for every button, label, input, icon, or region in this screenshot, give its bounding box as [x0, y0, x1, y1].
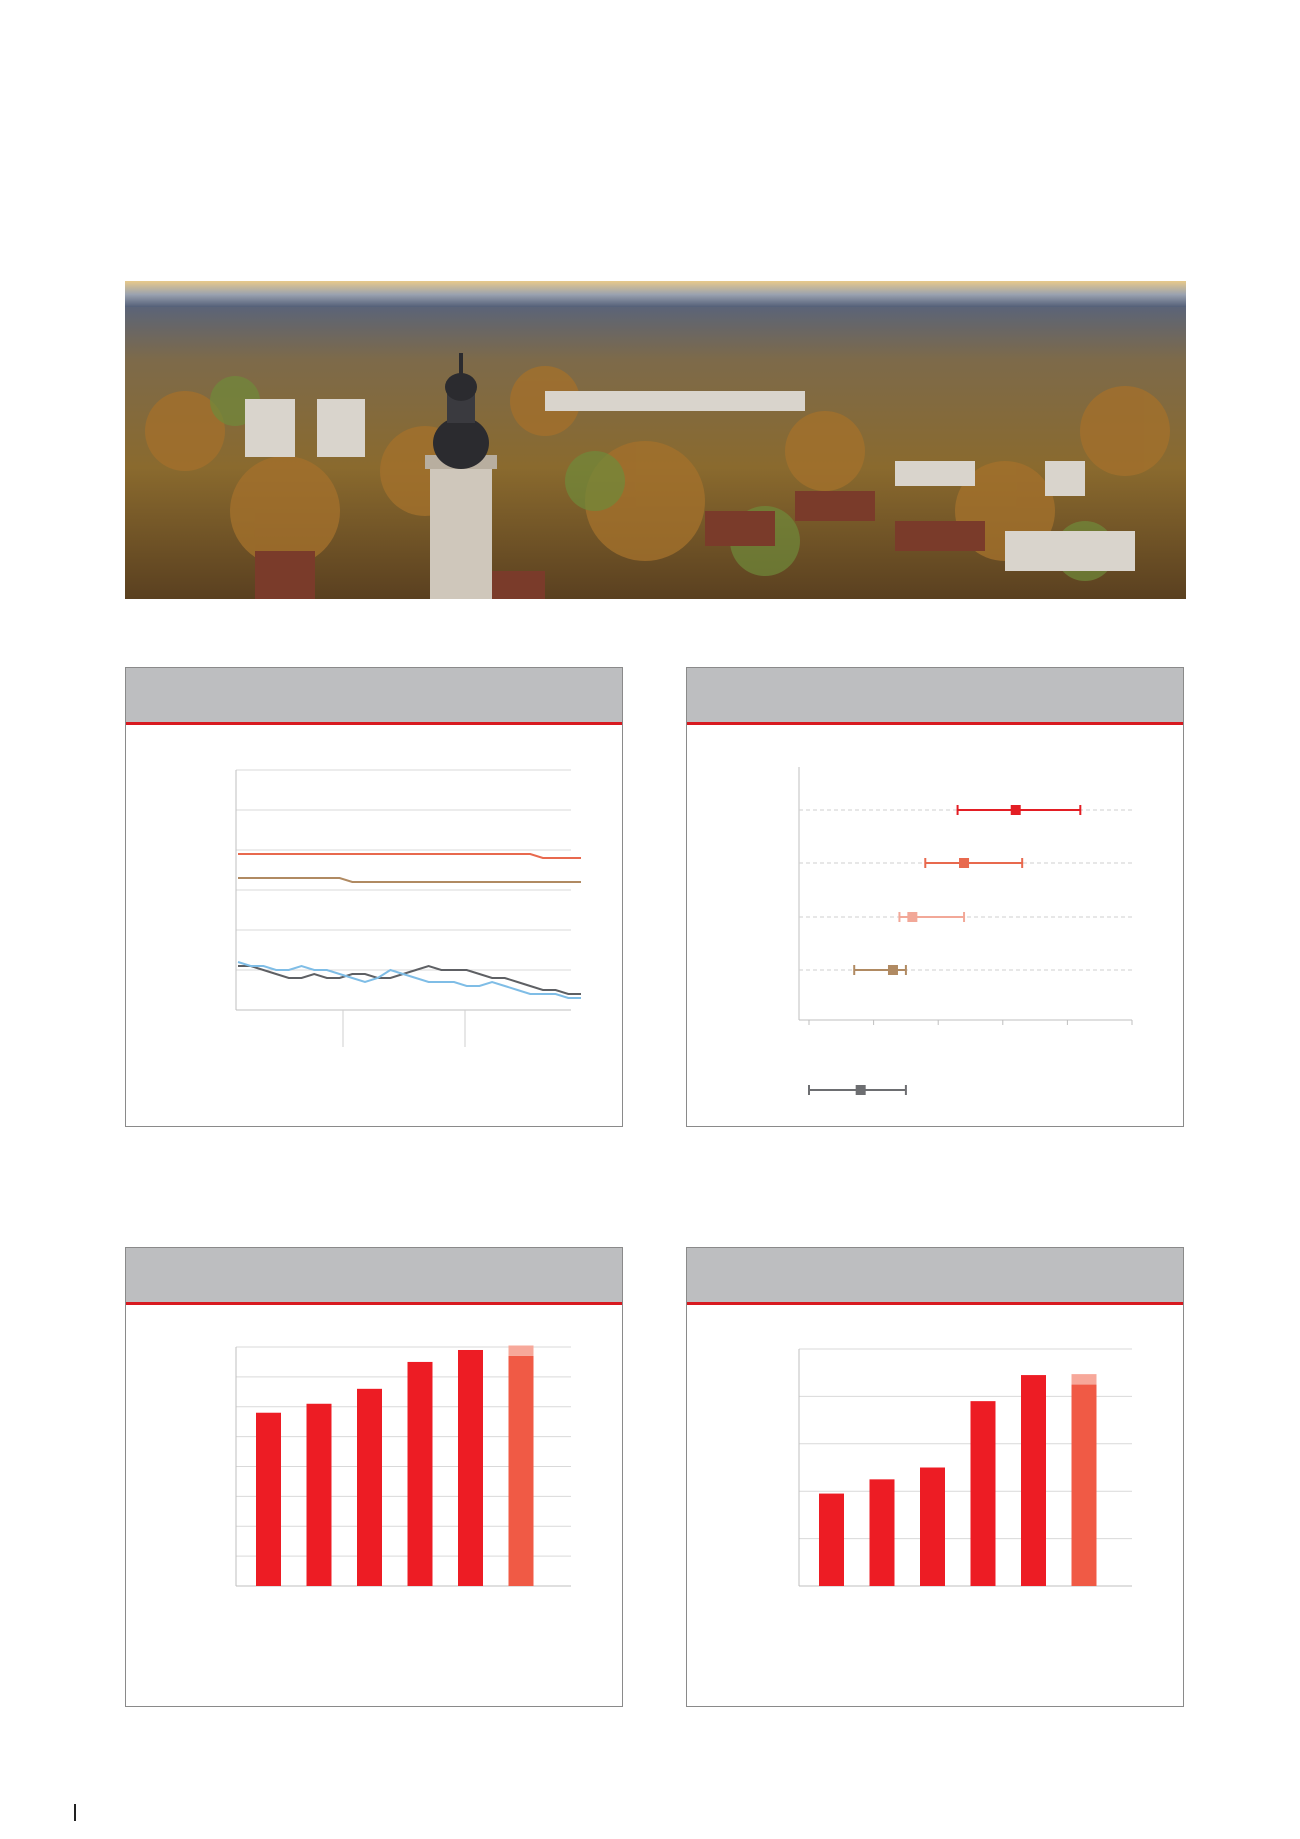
range-chart [687, 725, 1183, 1127]
line-chart [126, 725, 622, 1127]
panel-bar-chart-right [686, 1247, 1184, 1707]
legend-marker [856, 1085, 866, 1095]
bar [920, 1468, 945, 1587]
city-skyline-photo [125, 281, 1186, 599]
range-marker-1 [1011, 805, 1021, 815]
panel-title [126, 668, 622, 725]
panel-title [126, 1248, 622, 1305]
bar-projected-range [509, 1346, 534, 1356]
bar-projected [509, 1356, 534, 1586]
bar [870, 1479, 895, 1586]
bar [1021, 1375, 1046, 1586]
bar-projected [1072, 1385, 1097, 1586]
bar [458, 1350, 483, 1586]
range-marker-3 [907, 912, 917, 922]
bar-projected-range [1072, 1374, 1097, 1384]
panel-title [687, 1248, 1183, 1305]
range-marker-2 [959, 858, 969, 868]
panel-range-chart [686, 667, 1184, 1127]
bar-chart [126, 1305, 622, 1707]
series-line-2 [238, 878, 581, 882]
panel-bar-chart-left [125, 1247, 623, 1707]
bar [408, 1362, 433, 1586]
bar [256, 1413, 281, 1586]
bar [971, 1401, 996, 1586]
series-line-1 [238, 854, 581, 858]
panel-line-chart [125, 667, 623, 1127]
bar [357, 1389, 382, 1586]
bar [819, 1494, 844, 1586]
range-marker-4 [888, 965, 898, 975]
bar-chart [687, 1305, 1183, 1707]
page-marker [74, 1804, 76, 1821]
series-line-4 [238, 962, 581, 998]
bar [307, 1404, 332, 1586]
panel-title [687, 668, 1183, 725]
photo-illustration [125, 281, 1186, 599]
